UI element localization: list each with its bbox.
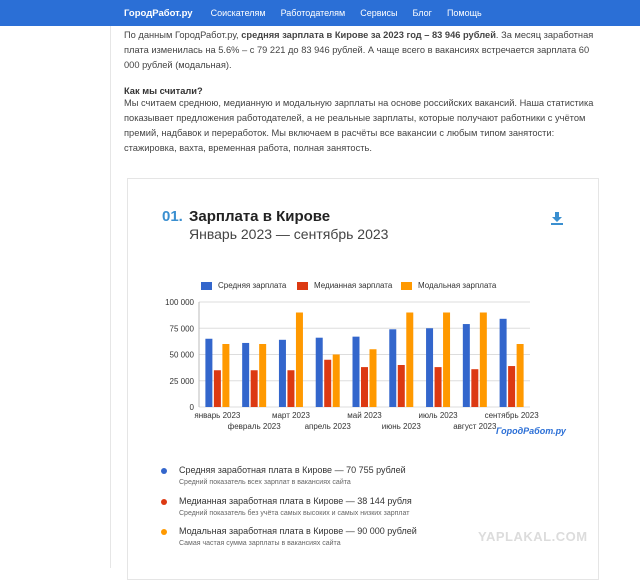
nav-item-jobseekers[interactable]: Соискателям — [210, 8, 266, 18]
card-subtitle: Январь 2023 — сентябрь 2023 — [189, 226, 389, 242]
bar — [426, 328, 433, 407]
bottom-legend-sub-mean: Средний показатель всех зарплат в вакансиях сайта — [179, 479, 351, 486]
bar — [398, 365, 405, 407]
nav-item-help[interactable]: Помощь — [446, 8, 482, 18]
bar — [316, 338, 323, 407]
bar — [389, 329, 396, 407]
intro-text-bold: средняя зарплата в Кирове за 2023 год – 83 946 рублей — [241, 30, 496, 40]
bar — [370, 349, 377, 407]
bar — [500, 319, 507, 407]
bottom-legend-title-mode: Модальная заработная плата в Кирове — 90 000 рублей — [179, 526, 417, 536]
x-tick-label: сентябрь 2023 — [484, 411, 539, 420]
y-tick-label: 50 000 — [169, 350, 194, 360]
intro-text-a: По данным ГородРабот.ру, — [124, 30, 242, 40]
legend-label-mean: Средняя зарплата — [218, 281, 287, 290]
legend-label-mode: Модальная зарплата — [418, 281, 497, 290]
bar — [242, 343, 249, 407]
bar — [463, 324, 470, 407]
nav-item-employers[interactable]: Работодателям — [280, 8, 346, 18]
bar — [517, 344, 524, 407]
bar — [471, 369, 478, 407]
legend-label-median: Медианная зарплата — [314, 281, 393, 290]
bar — [406, 313, 413, 408]
y-tick-label: 0 — [189, 403, 194, 412]
bottom-legend-title-median: Медианная заработная плата в Кирове — 38 144 рубля — [179, 496, 412, 506]
x-tick-label: январь 2023 — [194, 411, 241, 420]
bar — [324, 360, 331, 407]
x-tick-label: март 2023 — [271, 411, 310, 420]
bar — [259, 344, 266, 407]
bar — [222, 344, 229, 407]
bottom-legend-title-mean: Средняя заработная плата в Кирове — 70 755 рублей — [179, 465, 406, 475]
nav-item-blog[interactable]: Блог — [412, 8, 432, 18]
intro-text-c: . За месяц заработная плата изменилась на 5.6% – с 79 221 до 83 946 рублей. А чаще всего в вакансиях встречается зарплата 60 000 рублей (модальная). — [124, 30, 594, 70]
method-heading: Как мы считали? — [124, 86, 203, 96]
y-tick-label: 75 000 — [169, 324, 194, 334]
x-tick-label: август 2023 — [453, 422, 497, 431]
bar — [361, 367, 368, 407]
x-tick-label: февраль 2023 — [227, 422, 281, 431]
bottom-legend-sub-median: Средний показатель без учёта самых высоких и самых низких зарплат — [179, 510, 410, 517]
y-tick-label: 100 000 — [165, 298, 194, 307]
method-paragraph: Мы считаем среднюю, медианную и модальную зарплаты на основе российских вакансий. Наша статистика показывает предложения работодателей, а не реальные зарплаты, которые получают работники с учётом премий, надбавок и переработок. Мы включаем в расчёты все вакансии с любым типом занятости: стажировка, вахта, временная работа, полная занятость. — [124, 98, 594, 153]
bar — [205, 339, 212, 407]
legend-dot-mode — [161, 529, 167, 535]
bar — [296, 313, 303, 408]
x-tick-label: июнь 2023 — [381, 422, 421, 431]
bar — [480, 313, 487, 408]
x-tick-label: май 2023 — [347, 411, 382, 420]
x-tick-label: апрель 2023 — [304, 422, 351, 431]
legend-dot-mean — [161, 468, 167, 474]
bar — [333, 355, 340, 408]
brand-logo[interactable]: ГородРабот.ру — [124, 7, 193, 19]
bar — [214, 370, 221, 407]
y-tick-label: 25 000 — [169, 376, 194, 386]
x-tick-label: июль 2023 — [418, 411, 458, 420]
bar — [508, 366, 515, 407]
bar — [287, 370, 294, 407]
bar — [251, 370, 258, 407]
nav-item-services[interactable]: Сервисы — [360, 8, 398, 18]
card-title: Зарплата в Кирове — [189, 208, 331, 225]
bar — [435, 367, 442, 407]
bottom-legend-sub-mode: Самая частая сумма зарплаты в вакансиях сайта — [179, 540, 341, 547]
card-number: 01. — [162, 208, 183, 225]
bar — [353, 337, 360, 407]
bar — [443, 313, 450, 408]
bar — [279, 340, 286, 407]
watermark: YAPLAKAL.COM — [478, 529, 588, 544]
chart-logo: ГородРабот.ру — [496, 426, 566, 436]
legend-dot-median — [161, 499, 167, 505]
